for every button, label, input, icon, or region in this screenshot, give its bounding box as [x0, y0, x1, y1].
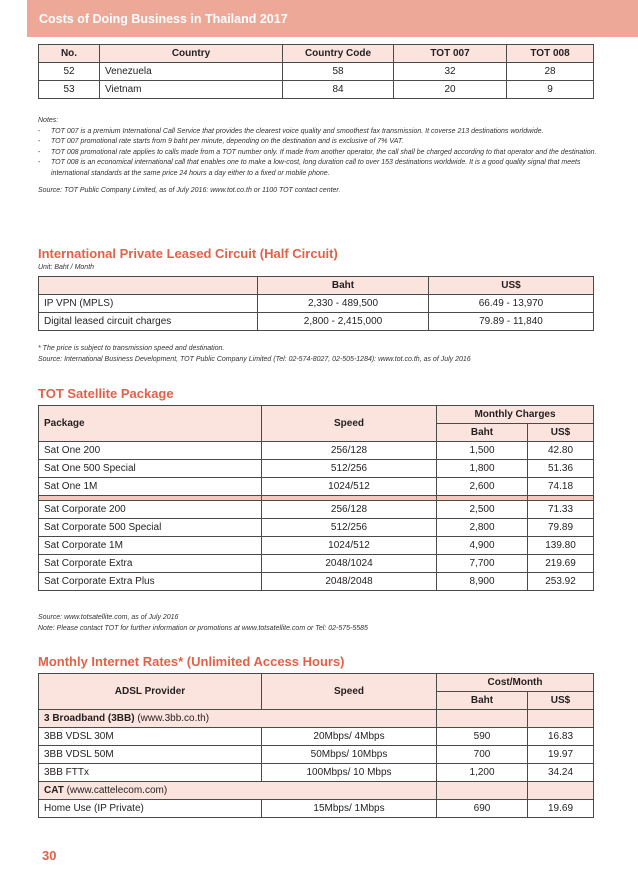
table-row	[39, 313, 594, 331]
cell: IP VPN (MPLS)	[39, 295, 258, 313]
iplc-col-blank	[39, 277, 258, 295]
cell: 50Mbps/ 10Mbps	[262, 746, 437, 764]
group-site: (www.3bb.co.th)	[137, 713, 210, 724]
col-no: No.	[39, 45, 100, 63]
cell: 71.33	[528, 501, 594, 519]
cell: 19.97	[528, 746, 594, 764]
cell: 52	[39, 63, 100, 81]
internet-title: Monthly Internet Rates* (Unlimited Access Hours)	[38, 654, 345, 669]
cell: 512/256	[262, 460, 437, 478]
cell: Sat Corporate 200	[39, 501, 262, 519]
cell: 2,600	[437, 478, 528, 496]
table-row	[39, 537, 594, 555]
cell: 34.24	[528, 764, 594, 782]
cell: 2048/2048	[262, 573, 437, 591]
note-item: - TOT 007 promotional rate starts from 9 baht per minute, depending on the destination and is exclusive of 7% VAT.	[38, 137, 598, 148]
cell: 32	[394, 63, 507, 81]
cell: 2,500	[437, 501, 528, 519]
cell: 3BB VDSL 30M	[39, 728, 262, 746]
group-label	[39, 782, 437, 800]
col-country-code: Country Code	[283, 45, 394, 63]
iplc-unit: Unit: Baht / Month	[38, 264, 95, 271]
table-row	[39, 442, 594, 460]
col-tot008: TOT 008	[507, 45, 594, 63]
note-item: - TOT 008 promotional rate applies to calls made from a TOT number only. If made from another operator, the call shall be charged according to that operator and the destination.	[38, 148, 598, 159]
table-row	[39, 728, 594, 746]
group-row-cat	[39, 782, 594, 800]
net-col-usd: US$	[528, 692, 594, 710]
iplc-col-usd: US$	[429, 277, 594, 295]
cell: 1024/512	[262, 537, 437, 555]
sat-col-speed: Speed	[262, 406, 437, 442]
cell: 1,500	[437, 442, 528, 460]
note-item: - TOT 008 is an economical international call that enables one to make a low-cost, long duration call to over 153 destinations worldwide. It is a good quality signal that meets international standards at the same price 24 hours a day either to a fixed or mobile phone.	[38, 158, 598, 179]
page-header-title: Costs of Doing Business in Thailand 2017	[39, 12, 288, 26]
cell: 512/256	[262, 519, 437, 537]
cell: Sat Corporate 1M	[39, 537, 262, 555]
internet-table-wrap	[38, 673, 594, 818]
iplc-table	[38, 276, 594, 331]
notes-block	[38, 116, 598, 196]
cell: 9	[507, 81, 594, 99]
cell: Digital leased circuit charges	[39, 313, 258, 331]
cell: 2,800 - 2,415,000	[258, 313, 429, 331]
iplc-notes	[38, 344, 471, 365]
table-row	[39, 81, 594, 99]
cell: 700	[437, 746, 528, 764]
sat-col-usd: US$	[528, 424, 594, 442]
cell: 590	[437, 728, 528, 746]
notes-source: Source: TOT Public Company Limited, as of July 2016: www.tot.co.th or 1100 TOT contact center.	[38, 186, 341, 194]
cell: 1,800	[437, 460, 528, 478]
cell: 20	[394, 81, 507, 99]
cell: 19.69	[528, 800, 594, 818]
cell: Venezuela	[100, 63, 283, 81]
satellite-table	[38, 405, 594, 591]
cell: 1,200	[437, 764, 528, 782]
cell: 28	[507, 63, 594, 81]
cell: 20Mbps/ 4Mbps	[262, 728, 437, 746]
internet-table	[38, 673, 594, 818]
net-col-provider: ADSL Provider	[39, 674, 262, 710]
group-name: CAT	[44, 785, 64, 796]
cell: 42.80	[528, 442, 594, 460]
iplc-table-wrap	[38, 276, 594, 331]
cell: 1024/512	[262, 478, 437, 496]
cell: 79.89 - 11,840	[429, 313, 594, 331]
table-row	[39, 460, 594, 478]
sat-col-package: Package	[39, 406, 262, 442]
cell: 53	[39, 81, 100, 99]
cell: 74.18	[528, 478, 594, 496]
cell: 3BB VDSL 50M	[39, 746, 262, 764]
cell: 7,700	[437, 555, 528, 573]
cell: 253.92	[528, 573, 594, 591]
group-label	[39, 710, 437, 728]
satellite-title: TOT Satellite Package	[38, 386, 174, 401]
iplc-title: International Private Leased Circuit (Half Circuit)	[38, 246, 338, 261]
table-row	[39, 800, 594, 818]
cell: Sat Corporate Extra Plus	[39, 573, 262, 591]
col-tot007: TOT 007	[394, 45, 507, 63]
sat-col-baht: Baht	[437, 424, 528, 442]
table-row	[39, 573, 594, 591]
net-col-cost: Cost/Month	[437, 674, 594, 692]
cell: 16.83	[528, 728, 594, 746]
table-row	[39, 746, 594, 764]
cell: 4,900	[437, 537, 528, 555]
cell: Sat One 1M	[39, 478, 262, 496]
page-header-banner	[27, 0, 638, 37]
cell: 51.36	[528, 460, 594, 478]
sat-col-monthly: Monthly Charges	[437, 406, 594, 424]
cell: Home Use (IP Private)	[39, 800, 262, 818]
cell: Sat Corporate Extra	[39, 555, 262, 573]
table-row	[39, 63, 594, 81]
cell: 79.89	[528, 519, 594, 537]
page-number: 30	[42, 848, 57, 863]
net-col-speed: Speed	[262, 674, 437, 710]
iplc-source: Source: International Business Development, TOT Public Company Limited (Tel: 02-574-8027, 02-505-1284): www.tot.co.th, as of July 2016	[38, 355, 471, 363]
table-row	[39, 501, 594, 519]
group-row-3bb	[39, 710, 594, 728]
cell: Sat Corporate 500 Special	[39, 519, 262, 537]
satellite-note: Note: Please contact TOT for further information or promotions at www.totsatellite.com or Tel: 02-575-5585	[38, 624, 368, 632]
tot-rates-table	[38, 44, 594, 99]
table-row	[39, 295, 594, 313]
cell: 100Mbps/ 10 Mbps	[262, 764, 437, 782]
net-col-baht: Baht	[437, 692, 528, 710]
cell: Sat One 500 Special	[39, 460, 262, 478]
cell: 256/128	[262, 442, 437, 460]
cell: 66.49 - 13,970	[429, 295, 594, 313]
table-row	[39, 519, 594, 537]
cell: 2048/1024	[262, 555, 437, 573]
table-row	[39, 555, 594, 573]
cell: 690	[437, 800, 528, 818]
satellite-source: Source: www.totsatellite.com, as of July 2016	[38, 614, 179, 621]
cell: Vietnam	[100, 81, 283, 99]
tot-rates-table-wrap	[38, 44, 594, 99]
iplc-footnote: * The price is subject to transmission speed and destination.	[38, 345, 225, 352]
cell: 139.80	[528, 537, 594, 555]
satellite-table-wrap	[38, 405, 594, 591]
group-name: 3 Broadband (3BB)	[44, 713, 135, 724]
col-country: Country	[100, 45, 283, 63]
satellite-notes	[38, 613, 368, 634]
cell: 2,330 - 489,500	[258, 295, 429, 313]
iplc-col-baht: Baht	[258, 277, 429, 295]
table-row	[39, 764, 594, 782]
cell: 3BB FTTx	[39, 764, 262, 782]
cell: Sat One 200	[39, 442, 262, 460]
group-site: (www.cattelecom.com)	[66, 785, 168, 796]
cell: 84	[283, 81, 394, 99]
note-item: - TOT 007 is a premium International Call Service that provides the clearest voice quality and smoothest fax transmission. It coverse 213 destinations worldwide.	[38, 127, 598, 138]
cell: 219.69	[528, 555, 594, 573]
notes-label: Notes:	[38, 117, 59, 124]
cell: 2,800	[437, 519, 528, 537]
cell: 15Mbps/ 1Mbps	[262, 800, 437, 818]
cell: 8,900	[437, 573, 528, 591]
cell: 58	[283, 63, 394, 81]
cell: 256/128	[262, 501, 437, 519]
table-row	[39, 478, 594, 496]
